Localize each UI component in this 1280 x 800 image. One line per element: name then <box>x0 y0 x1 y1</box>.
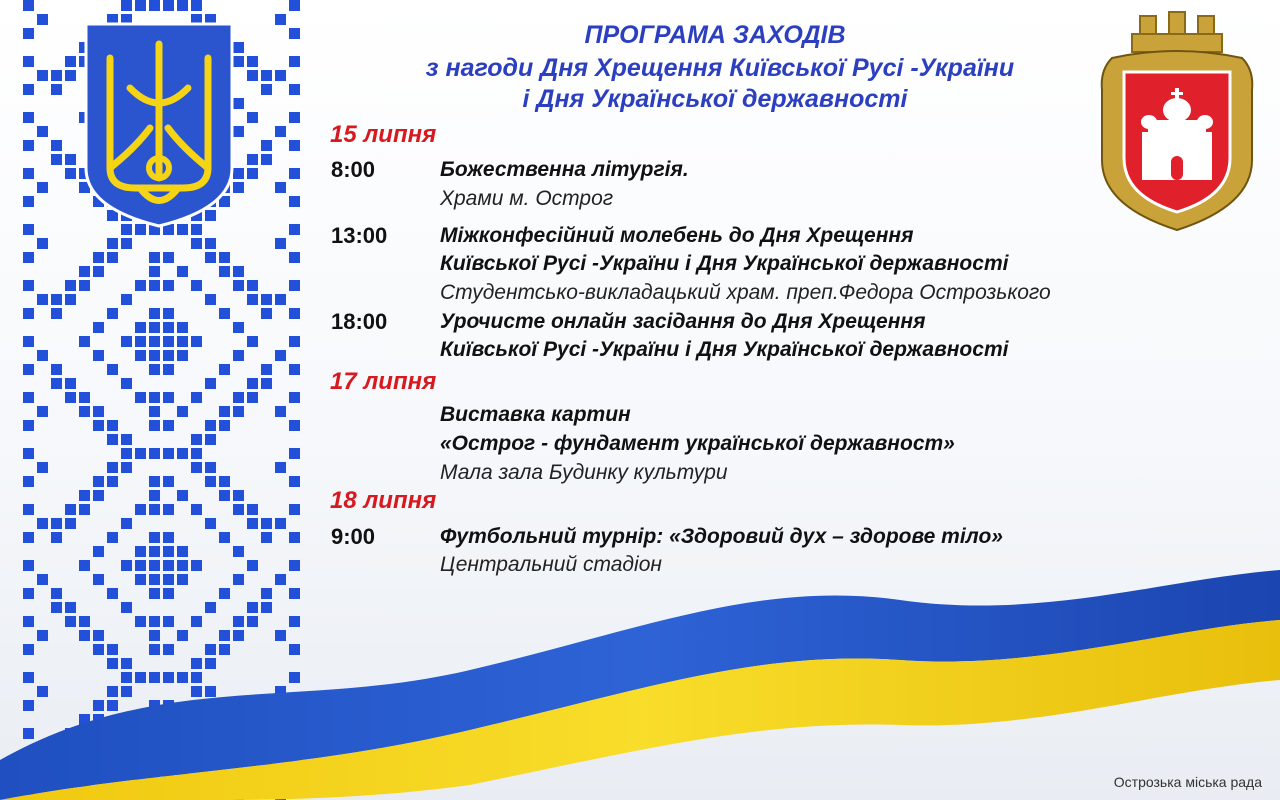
day-date: 15 липня <box>330 121 437 148</box>
flag-ribbon <box>0 560 1280 800</box>
city-coat-of-arms-icon <box>1092 10 1262 235</box>
event-title: Київської Русі -України і Дня Української державності <box>440 252 1009 275</box>
event-place: Мала зала Будинку культури <box>440 461 728 484</box>
event-title: Виставка картин <box>440 403 631 426</box>
poster-title: ПРОГРАМА ЗАХОДІВ <box>584 21 846 49</box>
event-time: 8:00 <box>331 157 376 182</box>
event-time: 13:00 <box>331 223 388 248</box>
event-title: «Острог - фундамент української державност» <box>440 432 955 455</box>
footer-credit: Острозька міська рада <box>1113 774 1262 790</box>
event-place: Центральний стадіон <box>440 553 662 576</box>
event-title: Київської Русі -України і Дня Української державності <box>440 338 1009 361</box>
poster-subtitle-line-2: і Дня Української державності <box>522 85 908 113</box>
event-title: Міжконфесійний молебень до Дня Хрещення <box>440 224 914 247</box>
day-date: 18 липня <box>330 487 437 514</box>
trident-icon <box>80 18 238 230</box>
event-title: Урочисте онлайн засідання до Дня Хрещення <box>440 310 926 333</box>
event-time: 9:00 <box>331 524 376 549</box>
day-date: 17 липня <box>330 368 437 395</box>
event-title: Божественна літургія. <box>440 158 689 181</box>
event-title: Футбольний турнір: «Здоровий дух – здорове тіло» <box>440 525 1003 548</box>
event-time: 18:00 <box>331 309 388 334</box>
event-place: Студентсько-викладацький храм. преп.Федора Острозького <box>440 281 1051 304</box>
poster-subtitle-line-1: з нагоди Дня Хрещення Київської Русі -України <box>425 54 1015 82</box>
event-place: Храми м. Острог <box>440 187 614 210</box>
